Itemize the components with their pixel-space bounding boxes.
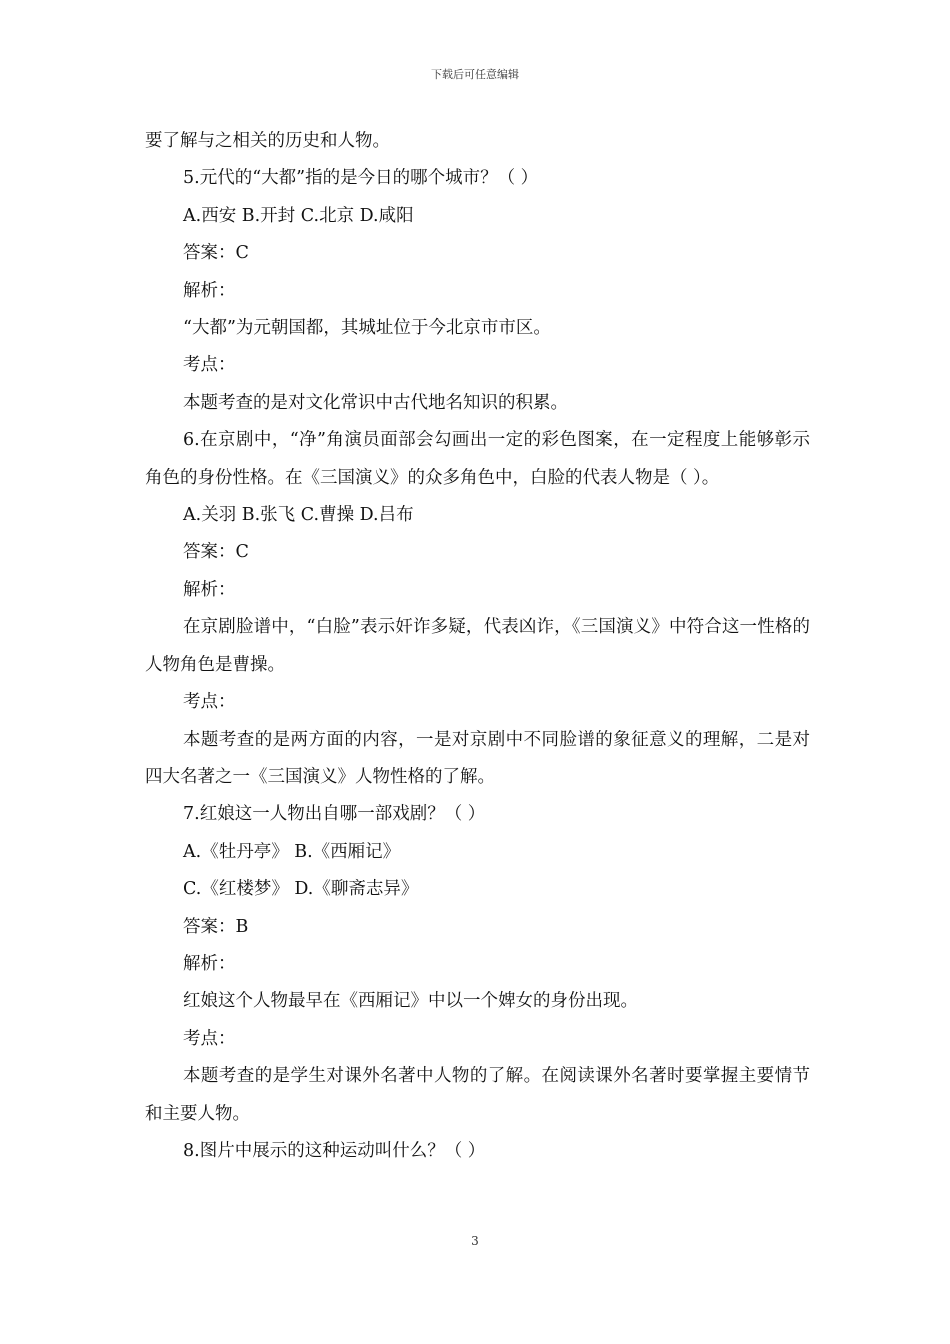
- question-5-point-label: 考点：: [183, 355, 236, 376]
- question-7-options-cd: C.《红楼梦》 D.《聊斋志异》: [183, 879, 419, 900]
- question-6-answer: 答案：C: [183, 542, 249, 563]
- question-6: 6.在京剧中，“净”角演员面部会勾画出一定的彩色图案，在一定程度上能够彰示角色的身份性格。在《三国演义》的众多角色中，白脸的代表人物是（ ）。: [145, 430, 810, 488]
- question-8: 8.图片中展示的这种运动叫什么？（ ）: [183, 1140, 486, 1161]
- question-7-analysis-label: 解析：: [183, 953, 236, 974]
- question-5-analysis: “大都”为元朝国都，其城址位于今北京市市区。: [183, 318, 551, 339]
- question-7-answer: 答案：B: [183, 916, 249, 937]
- question-6-analysis-label: 解析：: [183, 579, 236, 600]
- question-7-options-ab: A.《牡丹亭》 B.《西厢记》: [183, 841, 401, 862]
- question-6-point-label: 考点：: [183, 692, 236, 713]
- question-6-options: A.关羽 B.张飞 C.曹操 D.吕布: [183, 505, 414, 526]
- question-6-analysis: 在京剧脸谱中，“白脸”表示奸诈多疑，代表凶诈，《三国演义》中符合这一性格的人物角色是曹操。: [145, 617, 810, 675]
- question-5: 5.元代的“大都”指的是今日的哪个城市？（ ）: [183, 168, 539, 189]
- document-body: [145, 123, 810, 1170]
- question-5-answer: 答案：C: [183, 243, 249, 264]
- question-5-options: A.西安 B.开封 C.北京 D.咸阳: [183, 205, 414, 226]
- question-5-analysis-label: 解析：: [183, 280, 236, 301]
- question-6-point: 本题考查的是两方面的内容，一是对京剧中不同脸谱的象征意义的理解，二是对四大名著之一《三国演义》人物性格的了解。: [145, 729, 810, 787]
- page-header: 下载后可任意编辑: [431, 68, 519, 81]
- question-7-point-label: 考点：: [183, 1028, 236, 1049]
- page-number: 3: [471, 1234, 479, 1248]
- question-7-analysis: 红娘这个人物最早在《西厢记》中以一个婢女的身份出现。: [183, 991, 638, 1012]
- question-7-point: 本题考查的是学生对课外名著中人物的了解。在阅读课外名著时要掌握主要情节和主要人物。: [145, 1066, 810, 1124]
- question-7: 7.红娘这一人物出自哪一部戏剧？（ ）: [183, 804, 486, 825]
- question-5-point: 本题考查的是对文化常识中古代地名知识的积累。: [183, 392, 568, 413]
- paragraph-continuation: 要了解与之相关的历史和人物。: [145, 131, 390, 151]
